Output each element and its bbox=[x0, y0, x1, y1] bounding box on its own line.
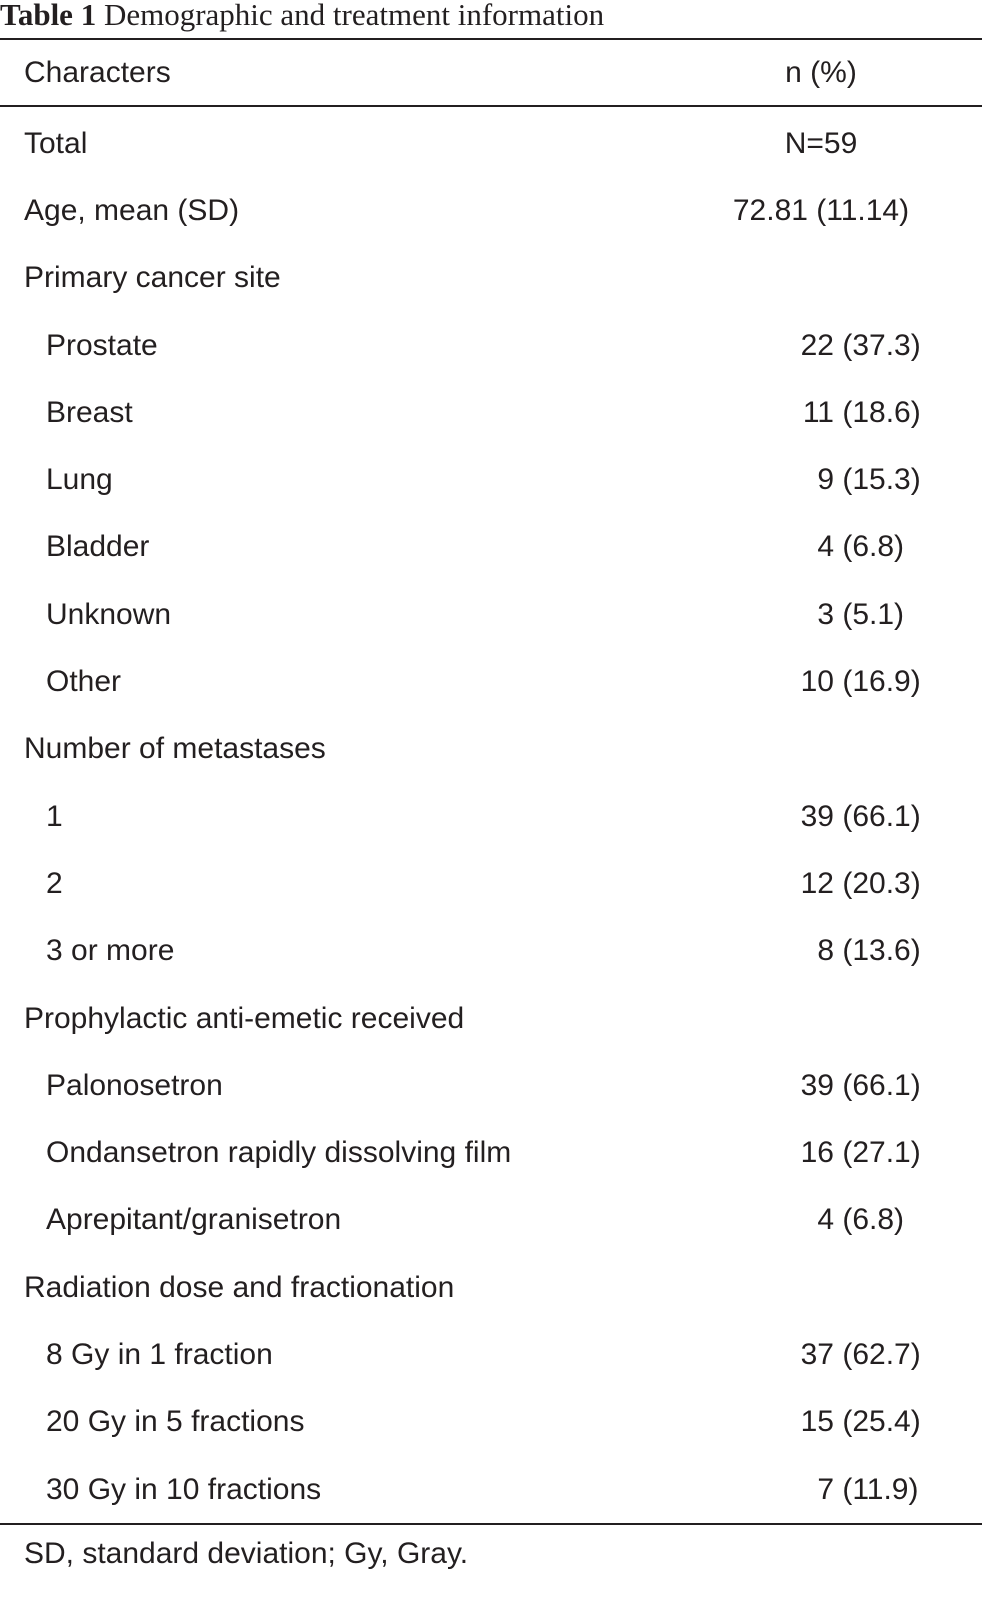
table-caption-title: Demographic and treatment information bbox=[103, 0, 605, 32]
row-value bbox=[690, 1405, 982, 1439]
row-value bbox=[690, 934, 982, 968]
row-label: 2 bbox=[46, 866, 63, 900]
table-header-row bbox=[0, 40, 982, 105]
row-label: Aprepitant/granisetron bbox=[46, 1203, 342, 1237]
table-row bbox=[0, 379, 982, 446]
table-row bbox=[0, 850, 982, 917]
row-label: Breast bbox=[46, 395, 133, 429]
row-label: Radiation dose and fractionation bbox=[24, 1270, 455, 1304]
row-label: 3 or more bbox=[46, 934, 175, 968]
row-percent: (13.6) bbox=[842, 934, 921, 968]
table-row bbox=[0, 245, 982, 312]
row-count: 39 bbox=[800, 1068, 834, 1102]
table-row bbox=[0, 110, 982, 177]
row-label: Age, mean (SD) bbox=[24, 193, 240, 227]
table-row bbox=[0, 783, 982, 850]
row-label: 8 Gy in 1 fraction bbox=[46, 1337, 273, 1371]
table-row bbox=[0, 1321, 982, 1388]
row-label: Total bbox=[24, 126, 88, 160]
row-count: 9 bbox=[817, 463, 834, 497]
row-label: 30 Gy in 10 fractions bbox=[46, 1472, 322, 1506]
table-row bbox=[0, 716, 982, 783]
row-label: Primary cancer site bbox=[24, 261, 281, 295]
row-count: 3 bbox=[817, 597, 834, 631]
table-row bbox=[0, 446, 982, 513]
table-row bbox=[0, 648, 982, 715]
column-header-n-pct: n (%) bbox=[785, 55, 857, 89]
row-count: 22 bbox=[800, 328, 834, 362]
row-percent: (5.1) bbox=[842, 597, 905, 631]
row-count: 4 bbox=[817, 530, 834, 564]
row-value: 72.81 (11.14) bbox=[732, 193, 910, 227]
table-row bbox=[0, 514, 982, 581]
table-caption-label: Table 1 bbox=[0, 0, 97, 32]
table-caption bbox=[0, 0, 982, 38]
row-label: Number of metastases bbox=[24, 732, 326, 766]
row-value bbox=[690, 329, 982, 363]
table-row bbox=[0, 312, 982, 379]
row-label: Unknown bbox=[46, 597, 172, 631]
row-percent: (6.8) bbox=[842, 1203, 905, 1237]
table-row bbox=[0, 1052, 982, 1119]
row-label: Other bbox=[46, 665, 122, 699]
row-percent: (27.1) bbox=[842, 1136, 921, 1170]
column-header-characters: Characters bbox=[24, 55, 171, 89]
table-row bbox=[0, 1389, 982, 1456]
row-percent: (66.1) bbox=[842, 1068, 921, 1102]
row-value bbox=[690, 867, 982, 901]
row-percent: (66.1) bbox=[842, 799, 921, 833]
table-body bbox=[0, 107, 982, 1523]
row-value bbox=[690, 1338, 982, 1372]
row-percent: (11.9) bbox=[842, 1472, 919, 1506]
row-percent: (62.7) bbox=[842, 1337, 921, 1371]
row-percent: (16.9) bbox=[842, 665, 921, 699]
row-value bbox=[690, 396, 982, 430]
table-row bbox=[0, 177, 982, 244]
row-count: 39 bbox=[800, 799, 834, 833]
row-value bbox=[690, 1203, 982, 1237]
row-value bbox=[690, 1069, 982, 1103]
row-percent: (20.3) bbox=[842, 866, 921, 900]
row-value bbox=[690, 598, 982, 632]
row-percent: (6.8) bbox=[842, 530, 905, 564]
table-row bbox=[0, 581, 982, 648]
table-row bbox=[0, 985, 982, 1052]
row-value bbox=[690, 1136, 982, 1170]
row-value bbox=[690, 800, 982, 834]
row-percent: (15.3) bbox=[842, 463, 921, 497]
row-label: Palonosetron bbox=[46, 1068, 223, 1102]
row-label: Prostate bbox=[46, 328, 158, 362]
row-percent: (25.4) bbox=[842, 1405, 921, 1439]
table-row bbox=[0, 1187, 982, 1254]
row-label: Ondansetron rapidly dissolving film bbox=[46, 1136, 512, 1170]
row-percent: (18.6) bbox=[842, 395, 921, 429]
row-count: 10 bbox=[800, 665, 834, 699]
row-percent: (37.3) bbox=[842, 328, 921, 362]
table-row bbox=[0, 1456, 982, 1523]
row-count: 15 bbox=[800, 1405, 834, 1439]
row-value bbox=[690, 665, 982, 699]
row-value bbox=[690, 1473, 982, 1507]
row-label: 20 Gy in 5 fractions bbox=[46, 1405, 305, 1439]
row-value: N=59 bbox=[784, 126, 858, 160]
row-count: 4 bbox=[817, 1203, 834, 1237]
row-label: Lung bbox=[46, 463, 113, 497]
table-row bbox=[0, 918, 982, 985]
row-value bbox=[690, 463, 982, 497]
row-label: 1 bbox=[46, 799, 63, 833]
row-count: 16 bbox=[800, 1136, 834, 1170]
table-row bbox=[0, 1119, 982, 1186]
row-count: 7 bbox=[817, 1472, 834, 1506]
row-count: 11 bbox=[802, 395, 834, 429]
row-count: 8 bbox=[817, 934, 834, 968]
row-label: Bladder bbox=[46, 530, 150, 564]
row-label: Prophylactic anti-emetic received bbox=[24, 1001, 465, 1035]
row-count: 37 bbox=[800, 1337, 834, 1371]
row-value bbox=[690, 530, 982, 564]
table-row bbox=[0, 1254, 982, 1321]
row-count: 12 bbox=[800, 866, 834, 900]
table-footnote: SD, standard deviation; Gy, Gray. bbox=[24, 1537, 469, 1571]
